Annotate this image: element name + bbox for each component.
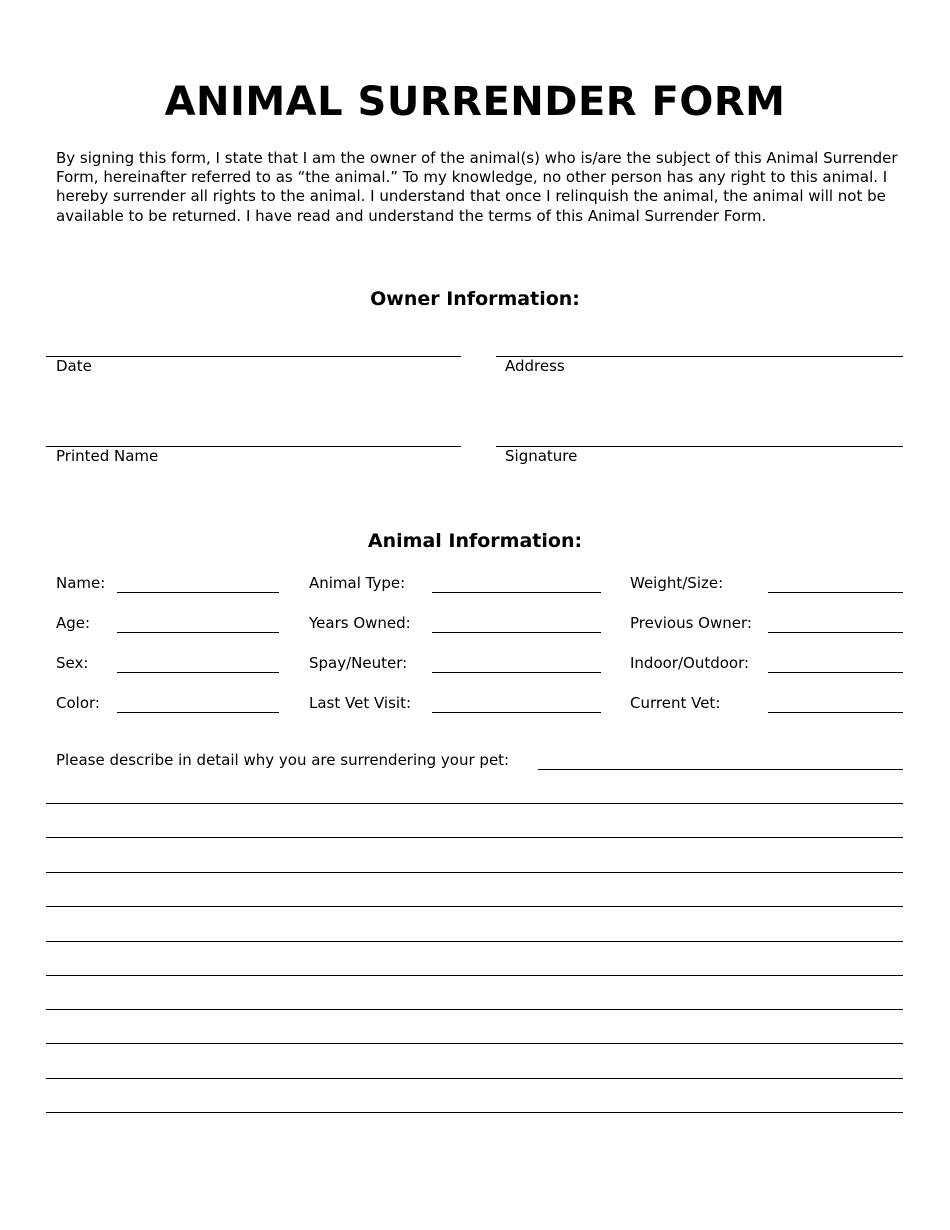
sex-field[interactable]	[117, 672, 279, 673]
color-field[interactable]	[117, 712, 279, 713]
animal-info-heading: Animal Information:	[367, 530, 583, 552]
previous-owner-label: Previous Owner:	[630, 614, 752, 632]
animal-name-label: Name:	[56, 574, 106, 592]
last-vet-visit-field[interactable]	[432, 712, 601, 713]
reason-first-line[interactable]	[538, 769, 903, 770]
reason-line[interactable]	[46, 1078, 903, 1079]
signature-label: Signature	[505, 447, 578, 465]
owner-info-heading: Owner Information:	[370, 288, 580, 310]
date-field[interactable]	[46, 356, 461, 357]
color-label: Color:	[56, 694, 100, 712]
current-vet-field[interactable]	[768, 712, 903, 713]
spay-neuter-field[interactable]	[432, 672, 601, 673]
previous-owner-field[interactable]	[768, 632, 903, 633]
reason-line[interactable]	[46, 837, 903, 838]
reason-label: Please describe in detail why you are surrendering your pet:	[56, 751, 510, 769]
animal-type-label: Animal Type:	[309, 574, 406, 592]
reason-line[interactable]	[46, 906, 903, 907]
weight-size-label: Weight/Size:	[630, 574, 724, 592]
age-field[interactable]	[117, 632, 279, 633]
intro-paragraph: By signing this form, I state that I am the owner of the animal(s) who is/are the subject of this Animal Surrender Form, hereinafter referred to as “the animal.” To my knowledge, no other person has any right to this animal. I hereby surrender all rights to the animal. I understand that once I relinquish the animal, the animal will not be available to be returned. I have read and understand the terms of this Animal Surrender Form.	[56, 149, 898, 225]
reason-line[interactable]	[46, 1043, 903, 1044]
printed-name-label: Printed Name	[56, 447, 159, 465]
weight-size-field[interactable]	[768, 592, 903, 593]
reason-line[interactable]	[46, 975, 903, 976]
reason-line[interactable]	[46, 803, 903, 804]
date-label: Date	[56, 357, 92, 375]
age-label: Age:	[56, 614, 91, 632]
reason-line[interactable]	[46, 1009, 903, 1010]
animal-name-field[interactable]	[117, 592, 279, 593]
spay-neuter-label: Spay/Neuter:	[309, 654, 408, 672]
reason-line[interactable]	[46, 1112, 903, 1113]
animal-type-field[interactable]	[432, 592, 601, 593]
reason-line[interactable]	[46, 872, 903, 873]
indoor-outdoor-field[interactable]	[768, 672, 903, 673]
indoor-outdoor-label: Indoor/Outdoor:	[630, 654, 750, 672]
address-label: Address	[505, 357, 565, 375]
last-vet-visit-label: Last Vet Visit:	[309, 694, 412, 712]
years-owned-label: Years Owned:	[309, 614, 411, 632]
form-title: ANIMAL SURRENDER FORM	[164, 79, 786, 125]
sex-label: Sex:	[56, 654, 89, 672]
years-owned-field[interactable]	[432, 632, 601, 633]
current-vet-label: Current Vet:	[630, 694, 721, 712]
reason-line[interactable]	[46, 941, 903, 942]
